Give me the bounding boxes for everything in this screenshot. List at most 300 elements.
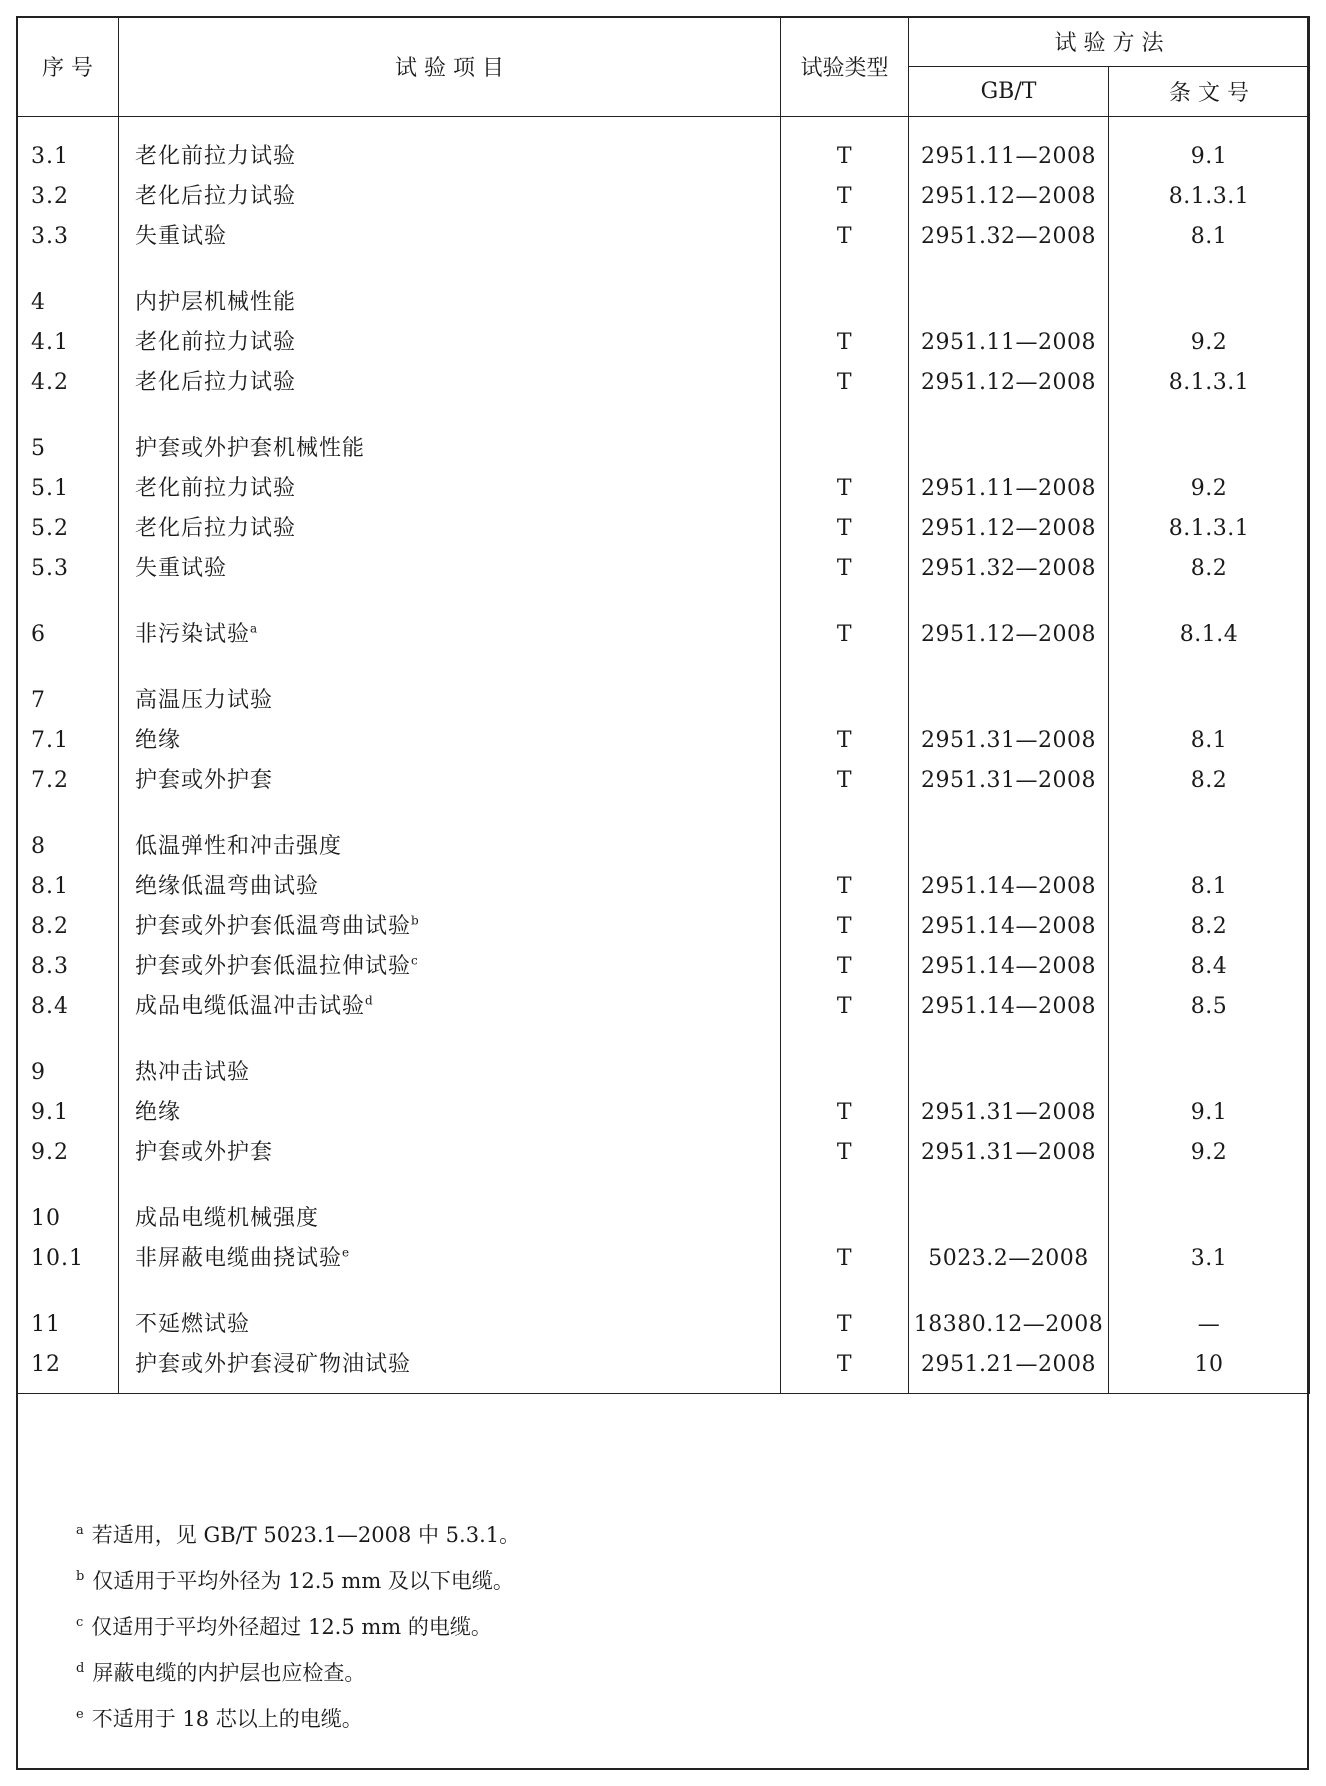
- row-standard: [909, 549, 1109, 589]
- row-standard-text: 2951.32—2008: [921, 556, 1096, 581]
- row-item-text: 非屏蔽电缆曲挠试验: [135, 1246, 343, 1271]
- row-type: [781, 947, 909, 987]
- row-type-text: T: [836, 1100, 853, 1125]
- row-standard: [909, 283, 1109, 323]
- row-item-text: 护套或外护套浸矿物油试验: [135, 1352, 412, 1377]
- table-row: [17, 1239, 1310, 1279]
- row-clause: [1109, 363, 1310, 403]
- row-item-text: 内护层机械性能: [135, 290, 297, 315]
- row-item: [119, 469, 781, 509]
- row-number: [17, 469, 119, 509]
- row-item-text: 成品电缆机械强度: [135, 1206, 320, 1231]
- row-clause: [1109, 827, 1310, 867]
- row-item: [119, 721, 781, 761]
- table-row: [17, 947, 1310, 987]
- row-number: [17, 907, 119, 947]
- row-type-text: T: [836, 144, 853, 169]
- row-type-text: T: [836, 914, 853, 939]
- row-number: [17, 1093, 119, 1133]
- table-row: [17, 177, 1310, 217]
- table-row: [17, 509, 1310, 549]
- spacer-cell: [119, 801, 781, 827]
- footnote-ref: e: [342, 1245, 351, 1260]
- row-standard: [909, 1133, 1109, 1173]
- row-clause: [1109, 177, 1310, 217]
- row-standard: [909, 1199, 1109, 1239]
- row-item: [119, 323, 781, 363]
- spacer-cell: [909, 257, 1109, 283]
- row-type: [781, 721, 909, 761]
- row-number-text: 5: [31, 436, 46, 461]
- row-clause-text: 9.1: [1190, 1100, 1228, 1125]
- row-type: [781, 681, 909, 721]
- row-clause: [1109, 681, 1310, 721]
- row-number-text: 8.1: [31, 874, 69, 899]
- row-type-text: T: [836, 184, 853, 209]
- row-number: [17, 827, 119, 867]
- row-number: [17, 1199, 119, 1239]
- row-number-text: 12: [31, 1352, 61, 1377]
- header-gbt: GB/T: [909, 67, 1109, 117]
- row-clause-text: 8.1.3.1: [1168, 370, 1250, 395]
- footnote-ref: d: [365, 993, 374, 1008]
- table-row: [17, 117, 1310, 178]
- row-standard-text: 2951.32—2008: [921, 224, 1096, 249]
- row-item-text: 护套或外护套: [135, 768, 274, 793]
- footnotes: [76, 1508, 520, 1738]
- row-standard-text: 2951.12—2008: [921, 184, 1096, 209]
- row-item: [119, 549, 781, 589]
- row-standard-text: 18380.12—2008: [913, 1312, 1104, 1337]
- spacer-row: [17, 589, 1310, 615]
- row-type-text: T: [836, 954, 853, 979]
- row-item-text: 老化后拉力试验: [135, 370, 297, 395]
- footnote-ref: a: [250, 621, 259, 636]
- row-item: [119, 867, 781, 907]
- row-item: [119, 363, 781, 403]
- row-number-text: 8.2: [31, 914, 69, 939]
- row-standard: [909, 947, 1109, 987]
- spacer-row: [17, 655, 1310, 681]
- spacer-row: [17, 403, 1310, 429]
- row-clause: [1109, 323, 1310, 363]
- row-standard-text: 2951.21—2008: [921, 1352, 1096, 1377]
- row-standard: [909, 469, 1109, 509]
- row-item: [119, 509, 781, 549]
- row-clause-text: 9.2: [1190, 476, 1228, 501]
- row-number-text: 5.1: [31, 476, 69, 501]
- row-standard: [909, 429, 1109, 469]
- row-item: [119, 681, 781, 721]
- row-type-text: T: [836, 370, 853, 395]
- row-number-text: 4.2: [31, 370, 69, 395]
- row-number: [17, 1053, 119, 1093]
- row-number-text: 10: [31, 1206, 61, 1231]
- row-number: [17, 217, 119, 257]
- row-standard: [909, 1239, 1109, 1279]
- spacer-row: [17, 1027, 1310, 1053]
- header-type: 试验类型: [781, 17, 909, 117]
- row-type: [781, 1239, 909, 1279]
- row-number: [17, 721, 119, 761]
- row-clause-text: 9.1: [1190, 144, 1228, 169]
- spacer-cell: [119, 655, 781, 681]
- row-number: [17, 509, 119, 549]
- row-clause-text: 8.2: [1190, 914, 1228, 939]
- row-type-text: T: [836, 330, 853, 355]
- row-clause: [1109, 1239, 1310, 1279]
- spacer-cell: [781, 589, 909, 615]
- table-row: [17, 681, 1310, 721]
- row-standard: [909, 509, 1109, 549]
- spacer-cell: [1109, 403, 1310, 429]
- table-row: [17, 721, 1310, 761]
- row-number: [17, 987, 119, 1027]
- row-standard-text: 2951.11—2008: [921, 330, 1096, 355]
- row-item: [119, 1053, 781, 1093]
- row-standard-text: 2951.12—2008: [921, 622, 1096, 647]
- row-standard: [909, 721, 1109, 761]
- row-clause-text: 8.1: [1190, 728, 1228, 753]
- row-number-text: 11: [31, 1312, 61, 1337]
- row-type: [781, 987, 909, 1027]
- row-clause: [1109, 947, 1310, 987]
- row-number: [17, 363, 119, 403]
- row-clause: [1109, 1345, 1310, 1394]
- row-type: [781, 429, 909, 469]
- row-type: [781, 1133, 909, 1173]
- row-type-text: T: [836, 728, 853, 753]
- row-item: [119, 947, 781, 987]
- row-number-text: 10.1: [31, 1246, 84, 1271]
- row-item: [119, 429, 781, 469]
- row-item: [119, 217, 781, 257]
- row-number-text: 3.2: [31, 184, 69, 209]
- row-standard-text: 2951.11—2008: [921, 144, 1096, 169]
- header-item: 试 验 项 目: [119, 17, 781, 117]
- footnote-line: [76, 1646, 520, 1692]
- row-clause: [1109, 1133, 1310, 1173]
- row-standard-text: 5023.2—2008: [928, 1246, 1089, 1271]
- row-item-text: 不延燃试验: [135, 1312, 251, 1337]
- row-clause: [1109, 867, 1310, 907]
- row-number-text: 9.2: [31, 1140, 69, 1165]
- row-type: [781, 363, 909, 403]
- row-type: [781, 615, 909, 655]
- spacer-cell: [17, 403, 119, 429]
- row-type-text: T: [836, 768, 853, 793]
- row-clause: [1109, 429, 1310, 469]
- row-clause: [1109, 549, 1310, 589]
- row-standard-text: 2951.31—2008: [921, 1100, 1096, 1125]
- spacer-cell: [1109, 655, 1310, 681]
- row-standard: [909, 323, 1109, 363]
- row-standard-text: 2951.14—2008: [921, 954, 1096, 979]
- row-number-text: 4.1: [31, 330, 69, 355]
- spacer-cell: [17, 1027, 119, 1053]
- row-clause: [1109, 761, 1310, 801]
- row-clause: [1109, 907, 1310, 947]
- row-clause: [1109, 283, 1310, 323]
- row-clause: [1109, 1199, 1310, 1239]
- row-item-text: 失重试验: [135, 224, 228, 249]
- row-number-text: 9.1: [31, 1100, 69, 1125]
- row-clause-text: 8.1: [1190, 874, 1228, 899]
- row-item-text: 老化后拉力试验: [135, 184, 297, 209]
- row-clause-text: 9.2: [1190, 1140, 1228, 1165]
- row-item: [119, 987, 781, 1027]
- spacer-cell: [119, 1279, 781, 1305]
- row-standard-text: 2951.31—2008: [921, 728, 1096, 753]
- row-standard: [909, 907, 1109, 947]
- row-type: [781, 907, 909, 947]
- spacer-cell: [909, 1279, 1109, 1305]
- row-type-text: T: [836, 556, 853, 581]
- row-type: [781, 1053, 909, 1093]
- row-item-text: 护套或外护套: [135, 1140, 274, 1165]
- row-clause-text: 10: [1194, 1352, 1224, 1377]
- table-row: [17, 1345, 1310, 1394]
- row-clause-text: 8.5: [1190, 994, 1228, 1019]
- footnote-line: [76, 1600, 520, 1646]
- spacer-cell: [1109, 1279, 1310, 1305]
- row-standard: [909, 615, 1109, 655]
- table-row: [17, 1305, 1310, 1345]
- row-standard-text: 2951.11—2008: [921, 476, 1096, 501]
- row-clause: [1109, 1305, 1310, 1345]
- spacer-cell: [1109, 257, 1310, 283]
- row-standard: [909, 867, 1109, 907]
- table-row: [17, 323, 1310, 363]
- row-item-text: 老化前拉力试验: [135, 144, 297, 169]
- spacer-cell: [781, 257, 909, 283]
- spacer-row: [17, 1173, 1310, 1199]
- row-standard: [909, 827, 1109, 867]
- spacer-row: [17, 1279, 1310, 1305]
- row-item-text: 高温压力试验: [135, 688, 274, 713]
- row-item-text: 护套或外护套低温弯曲试验: [135, 914, 412, 939]
- row-type: [781, 177, 909, 217]
- row-item-text: 低温弹性和冲击强度: [135, 834, 343, 859]
- row-type-text: T: [836, 1246, 853, 1271]
- row-type: [781, 1093, 909, 1133]
- spacer-cell: [17, 257, 119, 283]
- row-type-text: T: [836, 224, 853, 249]
- row-type-text: T: [836, 1352, 853, 1377]
- row-item: [119, 283, 781, 323]
- table-row: [17, 867, 1310, 907]
- table-row: [17, 1133, 1310, 1173]
- row-item-text: 失重试验: [135, 556, 228, 581]
- row-clause-text: 8.1.3.1: [1168, 184, 1250, 209]
- table-row: [17, 761, 1310, 801]
- row-item: [119, 615, 781, 655]
- spacer-cell: [1109, 1027, 1310, 1053]
- row-type: [781, 283, 909, 323]
- spacer-cell: [909, 403, 1109, 429]
- row-number: [17, 117, 119, 178]
- table-row: [17, 283, 1310, 323]
- row-clause-text: 8.4: [1190, 954, 1228, 979]
- row-clause-text: 3.1: [1190, 1246, 1228, 1271]
- row-clause: [1109, 117, 1310, 178]
- row-standard-text: 2951.12—2008: [921, 516, 1096, 541]
- row-type-text: T: [836, 1312, 853, 1337]
- row-number: [17, 283, 119, 323]
- row-number: [17, 1345, 119, 1394]
- row-type: [781, 549, 909, 589]
- row-clause: [1109, 1053, 1310, 1093]
- footnote-text: 仅适用于平均外径为 12.5 mm 及以下电缆。: [92, 1569, 514, 1593]
- row-item: [119, 177, 781, 217]
- spacer-cell: [119, 1027, 781, 1053]
- row-item-text: 护套或外护套机械性能: [135, 436, 366, 461]
- row-standard: [909, 987, 1109, 1027]
- row-number: [17, 615, 119, 655]
- spacer-cell: [17, 589, 119, 615]
- table-row: [17, 1093, 1310, 1133]
- spacer-cell: [781, 1027, 909, 1053]
- row-item-text: 成品电缆低温冲击试验: [135, 994, 366, 1019]
- row-standard: [909, 1093, 1109, 1133]
- header-row: [17, 17, 1310, 67]
- row-type: [781, 509, 909, 549]
- row-number: [17, 177, 119, 217]
- row-number-text: 8.4: [31, 994, 69, 1019]
- row-number: [17, 1133, 119, 1173]
- row-type: [781, 1305, 909, 1345]
- row-number-text: 7: [31, 688, 46, 713]
- header-seq: 序 号: [17, 17, 119, 117]
- row-number: [17, 549, 119, 589]
- row-item-text: 热冲击试验: [135, 1060, 251, 1085]
- table-row: [17, 363, 1310, 403]
- footnote-mark: c: [76, 1615, 84, 1630]
- footnote-line: [76, 1692, 520, 1738]
- row-item: [119, 1305, 781, 1345]
- row-standard: [909, 1053, 1109, 1093]
- footnote-text: 若适用，见 GB/T 5023.1—2008 中 5.3.1。: [91, 1523, 521, 1547]
- row-standard: [909, 1305, 1109, 1345]
- table-row: [17, 469, 1310, 509]
- table-row: [17, 907, 1310, 947]
- row-number-text: 3.3: [31, 224, 69, 249]
- spacer-cell: [17, 1173, 119, 1199]
- row-number: [17, 1305, 119, 1345]
- spacer-cell: [1109, 1173, 1310, 1199]
- spacer-cell: [909, 589, 1109, 615]
- row-standard: [909, 1345, 1109, 1394]
- footnote-text: 屏蔽电缆的内护层也应检查。: [92, 1661, 366, 1685]
- row-standard-text: 2951.14—2008: [921, 914, 1096, 939]
- row-type: [781, 469, 909, 509]
- row-item: [119, 117, 781, 178]
- spacer-cell: [909, 1027, 1109, 1053]
- row-clause: [1109, 615, 1310, 655]
- row-clause-text: —: [1197, 1312, 1221, 1337]
- row-clause-text: 8.2: [1190, 556, 1228, 581]
- footnote-ref: b: [411, 913, 420, 928]
- spacer-cell: [17, 655, 119, 681]
- header-method: 试 验 方 法: [909, 17, 1310, 67]
- row-item: [119, 827, 781, 867]
- footnote-mark: d: [76, 1661, 85, 1676]
- table-row: [17, 1199, 1310, 1239]
- row-clause-text: 8.1.3.1: [1168, 516, 1250, 541]
- row-number-text: 7.2: [31, 768, 69, 793]
- row-number-text: 6: [31, 622, 46, 647]
- row-clause-text: 8.1.4: [1179, 622, 1239, 647]
- row-number-text: 7.1: [31, 728, 69, 753]
- row-item: [119, 1239, 781, 1279]
- footnote-text: 仅适用于平均外径超过 12.5 mm 的电缆。: [91, 1615, 492, 1639]
- row-number: [17, 1239, 119, 1279]
- row-type: [781, 827, 909, 867]
- spacer-cell: [119, 589, 781, 615]
- row-standard-text: 2951.14—2008: [921, 874, 1096, 899]
- spacer-cell: [17, 801, 119, 827]
- row-clause-text: 8.1: [1190, 224, 1228, 249]
- row-type-text: T: [836, 1140, 853, 1165]
- row-type-text: T: [836, 516, 853, 541]
- row-number: [17, 947, 119, 987]
- spacer-cell: [909, 801, 1109, 827]
- spacer-cell: [781, 801, 909, 827]
- row-clause: [1109, 509, 1310, 549]
- row-type: [781, 117, 909, 178]
- row-item-text: 绝缘: [135, 728, 182, 753]
- row-item: [119, 1093, 781, 1133]
- row-item: [119, 761, 781, 801]
- row-standard-text: 2951.31—2008: [921, 768, 1096, 793]
- spacer-row: [17, 257, 1310, 283]
- row-item-text: 老化前拉力试验: [135, 330, 297, 355]
- spacer-cell: [909, 655, 1109, 681]
- row-number-text: 3.1: [31, 144, 69, 169]
- table-row: [17, 217, 1310, 257]
- footnote-mark: b: [76, 1569, 85, 1584]
- row-type: [781, 323, 909, 363]
- row-clause-text: 9.2: [1190, 330, 1228, 355]
- spacer-cell: [909, 1173, 1109, 1199]
- row-number-text: 5.2: [31, 516, 69, 541]
- table-row: [17, 549, 1310, 589]
- header-clause: 条 文 号: [1109, 67, 1310, 117]
- row-type-text: T: [836, 476, 853, 501]
- row-clause: [1109, 987, 1310, 1027]
- row-clause: [1109, 1093, 1310, 1133]
- table-row: [17, 1053, 1310, 1093]
- row-item: [119, 1133, 781, 1173]
- row-number: [17, 681, 119, 721]
- row-item-text: 绝缘: [135, 1100, 182, 1125]
- footnote-text: 不适用于 18 芯以上的电缆。: [91, 1707, 363, 1731]
- footnote-mark: a: [76, 1523, 84, 1538]
- row-type-text: T: [836, 874, 853, 899]
- spacer-cell: [119, 403, 781, 429]
- spacer-cell: [119, 1173, 781, 1199]
- row-item: [119, 907, 781, 947]
- row-type: [781, 1345, 909, 1394]
- row-standard: [909, 217, 1109, 257]
- row-item: [119, 1199, 781, 1239]
- row-standard: [909, 117, 1109, 178]
- row-item-text: 护套或外护套低温拉伸试验: [135, 954, 412, 979]
- row-number-text: 8: [31, 834, 46, 859]
- row-item: [119, 1345, 781, 1394]
- spacer-cell: [1109, 589, 1310, 615]
- table-body: [17, 117, 1310, 1394]
